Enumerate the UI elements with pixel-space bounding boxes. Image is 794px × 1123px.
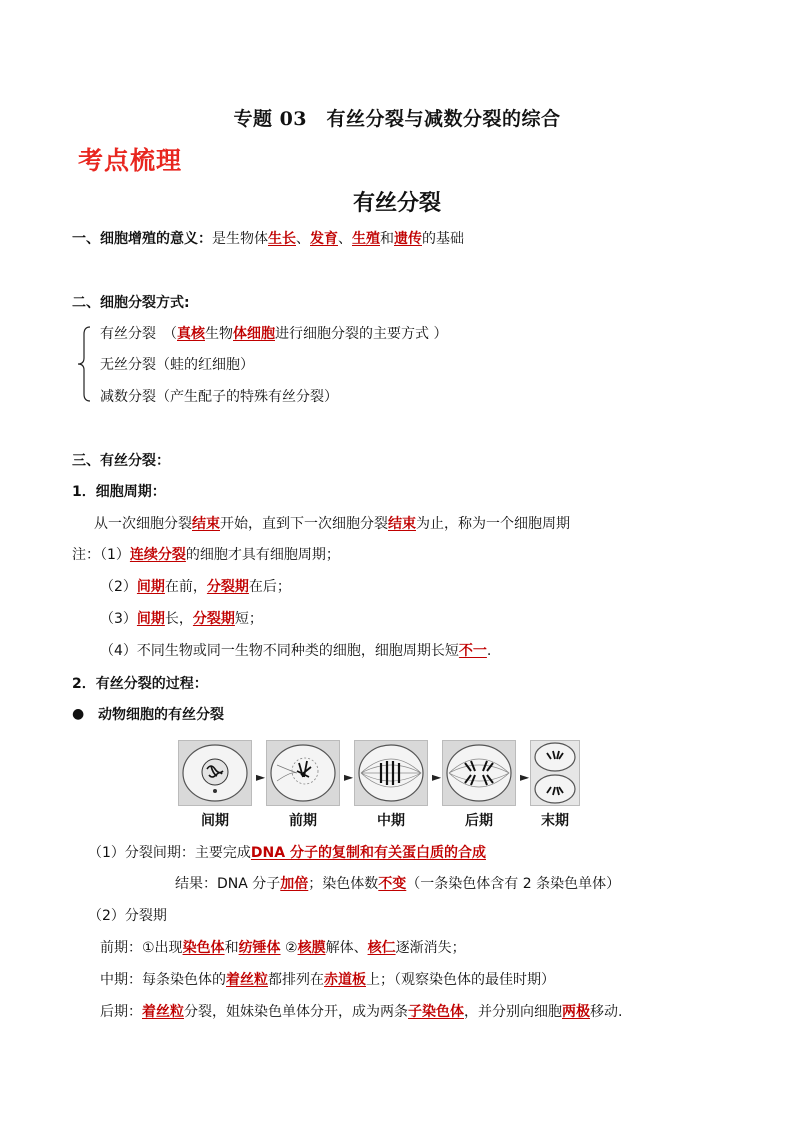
text: 在后； [248,579,291,595]
keyword: 真核 [177,326,205,342]
brace-icon [76,326,92,402]
text: 后期： [100,1004,142,1020]
text: . [486,643,492,659]
prophase-line [100,938,466,958]
division-method-meiosis: 减数分裂（产生配子的特殊有丝分裂） [100,389,338,405]
arrow-icon: ► [344,770,354,784]
keyword: 染色体 [182,940,225,956]
text: 短； [234,611,263,627]
text: 有丝分裂 （ [100,326,177,342]
text: 分裂，姐妹染色单体分开，成为两条 [184,1004,408,1020]
keyword: 间期 [136,611,165,627]
text: 、 [296,231,310,247]
document-title: 专题 03 有丝分裂与减数分裂的综合 [233,108,561,130]
stage-label: 中期 [377,813,405,829]
text: 中期：每条染色体的 [100,972,226,988]
text: 为止，称为一个细胞周期 [416,516,570,532]
text: 长， [164,611,193,627]
metaphase-cell-image [354,740,428,806]
arrow-icon: ► [432,770,442,784]
text: 都排列在 [268,972,324,988]
text: 的细胞才具有细胞周期； [185,547,340,563]
text: 移动. [590,1004,623,1020]
section-badge: 考点梳理 [78,146,183,175]
text: 开始，直到下一次细胞分裂 [220,516,388,532]
stage-label: 间期 [201,813,229,829]
subheading-mitosis-process: 2．有丝分裂的过程： [72,676,208,692]
keyword: 赤道板 [324,972,366,988]
anaphase-cell-image [442,740,516,806]
interphase-line [88,843,486,863]
keyword: 核膜 [297,940,326,956]
note-3 [100,609,263,629]
heading-3: 三、有丝分裂： [72,453,170,469]
keyword: 发育 [310,231,338,247]
text: ，并分别向细胞 [464,1004,562,1020]
text: 上；（观察染色体的最佳时期） [366,972,555,988]
text: （3） [100,611,137,627]
keyword: DNA 分子的复制和有关蛋白质的合成 [250,845,486,861]
text: 、 [338,231,352,247]
bullet-icon: ● [72,706,85,722]
division-method-mitosis [100,324,447,344]
text: 结果：DNA 分子 [175,876,281,892]
telophase-cell-image [530,740,580,806]
heading-1: 一、细胞增殖的意义： [72,231,212,247]
text: ② [280,940,298,956]
division-phase-heading: （2）分裂期 [88,908,167,924]
interphase-result [175,874,620,894]
arrow-icon: ► [256,770,266,784]
division-method-amitosis: 无丝分裂（蛙的红细胞） [100,357,254,373]
text: 进行细胞分裂的主要方式 ） [275,326,448,342]
text: 生物 [205,326,233,342]
keyword: 子染色体 [408,1004,464,1020]
heading-2: 二、细胞分裂方式: [72,295,190,311]
text: （1）分裂间期：主要完成 [88,845,251,861]
text: 是生物体 [212,231,268,247]
keyword: 分裂期 [192,611,235,627]
significance-line [72,229,464,249]
text: 和 [224,940,239,956]
bullet-text: 动物细胞的有丝分裂 [98,707,224,723]
text: 前期：①出现 [100,940,183,956]
keyword: 着丝粒 [226,972,268,988]
note-2 [100,577,291,597]
arrow-icon: ► [520,770,530,784]
keyword: 分裂期 [206,579,249,595]
text: 逐渐消失； [395,940,466,956]
subheading-cell-cycle: 1．细胞周期： [72,484,166,500]
prophase-cell-image [266,740,340,806]
stage-label: 末期 [541,813,569,829]
keyword: 加倍 [280,876,309,892]
keyword: 连续分裂 [129,547,186,563]
keyword: 着丝粒 [142,1004,184,1020]
mitosis-stages-figure [178,740,580,832]
keyword: 生殖 [352,231,380,247]
keyword: 不变 [378,876,407,892]
keyword: 不一 [458,643,487,659]
note-1 [72,545,340,565]
keyword: 生长 [268,231,296,247]
section-title: 有丝分裂 [352,191,441,216]
text: 解体、 [325,940,368,956]
stage-label: 后期 [465,813,493,829]
keyword: 结束 [388,516,416,532]
metaphase-line [100,970,555,990]
keyword: 两极 [562,1004,590,1020]
text: 的基础 [422,231,464,247]
text: （4）不同生物或同一生物不同种类的细胞，细胞周期长短 [100,643,459,659]
keyword: 结束 [192,516,220,532]
keyword: 遗传 [394,231,422,247]
keyword: 体细胞 [233,326,275,342]
keyword: 纺锤体 [238,940,281,956]
text: （2） [100,579,137,595]
keyword: 间期 [136,579,165,595]
keyword: 核仁 [367,940,396,956]
text: 注：（1） [72,547,130,563]
interphase-cell-image [178,740,252,806]
text: 和 [380,231,394,247]
anaphase-line [100,1002,622,1022]
cell-cycle-definition [94,514,570,534]
stage-label: 前期 [289,813,317,829]
text: ；染色体数 [308,876,379,892]
text: 在前， [164,579,207,595]
text: （一条染色体含有 2 条染色单体） [406,876,621,892]
note-4 [100,641,491,661]
text: 从一次细胞分裂 [94,516,192,532]
